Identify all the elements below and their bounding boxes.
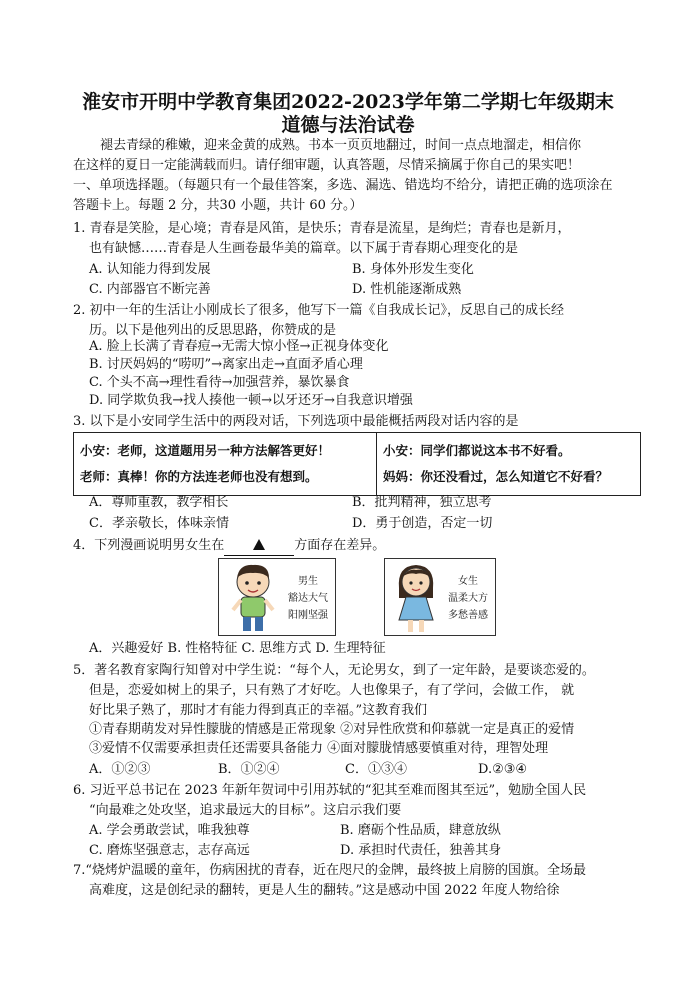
- stem-part: 方面存在差异。: [294, 538, 386, 553]
- option: A．尊师重教，教学相长: [89, 495, 229, 510]
- option: C．孝亲敬长，体味亲情: [89, 516, 229, 531]
- option: B. 磨砺个性品质，肆意放纵: [340, 823, 501, 838]
- boy-illustration: [223, 560, 283, 634]
- question-stem: 7.“烧烤炉温暖的童年，伤病困扰的青春，近在咫尺的金牌，最终披上肩膀的国旗。全场最: [73, 863, 587, 878]
- option: D.②③④: [478, 762, 528, 777]
- option: C. 内部器官不断完善: [89, 282, 211, 297]
- dialog-line: 小安：同学们都说这本书不好看。: [383, 443, 571, 458]
- option: B．①②④: [218, 762, 280, 777]
- option: A. 学会勇敢尝试，唯我独尊: [89, 823, 250, 838]
- exam-subtitle: 道德与法治试卷: [281, 114, 415, 136]
- cartoon-caption: 温柔大方: [448, 593, 488, 604]
- option: D．勇于创造，否定一切: [352, 516, 493, 531]
- option: C．①③④: [345, 762, 407, 777]
- option: D. 性机能逐渐成熟: [352, 282, 462, 297]
- statement: ③爱情不仅需要承担责任还需要具备能力 ④面对朦胧情感要慎重对待，理智处理: [89, 741, 549, 756]
- dialog-cell: [377, 433, 641, 496]
- question-stem: 历。以下是他列出的反思思路，你赞成的是: [89, 323, 337, 338]
- question-stem: 2. 初中一年的生活让小刚成长了很多，他写下一篇《自我成长记》，反思自己的成长经: [73, 303, 565, 318]
- option: A. 脸上长满了青春痘→无需大惊小怪→正视身体变化: [89, 339, 389, 354]
- option: B. 讨厌妈妈的“唠叨”→离家出走→直面矛盾心理: [89, 357, 363, 372]
- option: D. 承担时代责任，独善其身: [340, 843, 502, 858]
- section-heading: 一、单项选择题。（每题只有一个最佳答案，多选、漏选、错选均不给分，请把正确的选项涂在: [73, 178, 613, 193]
- cartoon-caption: 多愁善感: [448, 610, 488, 621]
- question-stem: [73, 537, 385, 556]
- option: B. 身体外形发生变化: [352, 262, 474, 277]
- girl-cartoon: [384, 558, 496, 636]
- intro-line: 在这样的夏日一定能满载而归。请仔细审题，认真答题，尽情采摘属于你自己的果实吧！: [73, 158, 581, 173]
- dialog-line: 妈妈：你还没看过，怎么知道它不好看？: [383, 469, 609, 484]
- question-stem: 1. 青春是笑脸，是心境；青春是风笛，是快乐；青春是流星，是绚烂；青春也是新月，: [73, 221, 571, 236]
- question-stem: 好比果子熟了，那时才有能力得到真正的幸福。”这教育我们: [89, 703, 428, 718]
- option: B．批判精神，独立思考: [352, 495, 492, 510]
- option: C. 磨炼坚强意志，志存高远: [89, 843, 250, 858]
- girl-illustration: [389, 560, 443, 634]
- section-instructions: 答题卡上。每题 2 分，共30 小题，共计 60 分。）: [73, 198, 363, 213]
- answer-blank: [224, 537, 294, 556]
- statement: ①青春期萌发对异性朦胧的情感是正常现象 ②对异性欣赏和仰慕就一定是真正的爱情: [89, 722, 575, 737]
- question-stem: 高难度，这是创纪录的翻转，更是人生的翻转。”这是感动中国 2022 年度人物给徐: [89, 883, 560, 898]
- option: C. 个头不高→理性看待→加强营养，暴饮暴食: [89, 375, 350, 390]
- question-stem: “向最难之处攻坚，追求最远大的目标”。这启示我们要: [89, 803, 402, 818]
- question-stem: 但是，恋爱如树上的果子，只有熟了才好吃。人也像果子，有了学问，会做工作， 就: [89, 683, 575, 698]
- cartoon-caption: 阳刚坚强: [288, 610, 328, 621]
- question-stem: 5．著名教育家陶行知曾对中学生说：“每个人，无论男女，到了一定年龄，是要谈恋爱的。: [73, 663, 595, 678]
- dialog-cell: [74, 433, 377, 496]
- dialog-table: [73, 432, 641, 496]
- question-stem: 3. 以下是小安同学生活中的两段对话，下列选项中最能概括两段对话内容的是: [73, 414, 519, 429]
- question-stem: 也有缺憾……青春是人生画卷最华美的篇章。以下属于青春期心理变化的是: [89, 241, 519, 256]
- question-stem: 6. 习近平总书记在 2023 年新年贺词中引用苏轼的“犯其至难而图其至远”，勉励全国人民: [73, 783, 587, 798]
- cartoon-caption: 豁达大气: [288, 593, 328, 604]
- cartoon-caption: 男生: [298, 576, 318, 587]
- option: A. 认知能力得到发展: [89, 262, 211, 277]
- stem-part: 4．下列漫画说明男女生在: [73, 538, 225, 553]
- dialog-line: 小安：老师，这道题用另一种方法解答更好！: [80, 443, 331, 458]
- option-line: A．兴趣爱好 B. 性格特征 C. 思维方式 D. 生理特征: [89, 641, 386, 656]
- triangle-icon: [253, 539, 265, 550]
- dialog-line: 老师：真棒！你的方法连老师也没有想到。: [80, 469, 318, 484]
- intro-line: 褪去青绿的稚嫩，迎来金黄的成熟。书本一页页地翻过，时间一点点地溜走，相信你: [100, 138, 582, 153]
- option: A．①②③: [89, 762, 151, 777]
- exam-title: 淮安市开明中学教育集团2022-2023学年第二学期七年级期末: [82, 91, 614, 113]
- cartoon-caption: 女生: [458, 576, 478, 587]
- option: D. 同学欺负我→找人揍他一顿→以牙还牙→自我意识增强: [89, 393, 413, 408]
- boy-cartoon: [218, 558, 336, 636]
